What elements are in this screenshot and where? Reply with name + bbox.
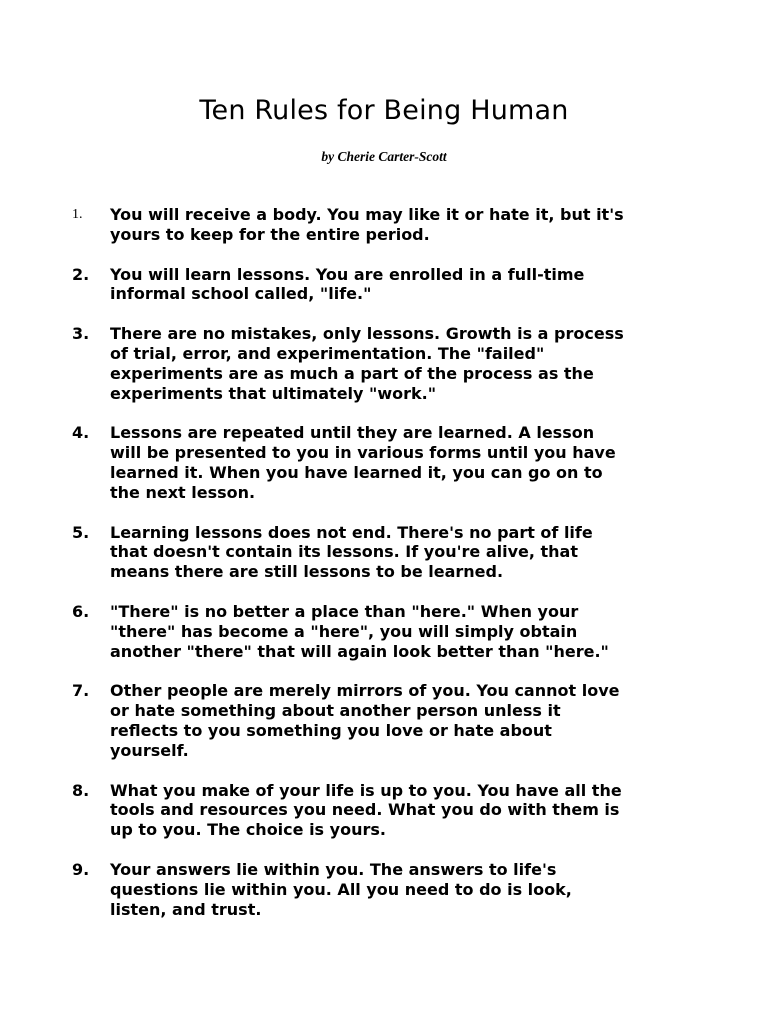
- list-item-number: 8.: [72, 780, 90, 800]
- list-item-number: 3.: [72, 324, 90, 344]
- list-item-number: 6.: [72, 601, 90, 621]
- list-item-text: Lessons are repeated until they are learned. A lesson will be presented to you in various forms until you have learned it. When you have learned it, you can go on to the next lesson.: [110, 423, 616, 502]
- list-item-number: 1.: [72, 207, 83, 222]
- list-item-text: Your answers lie within you. The answers to life's questions lie within you. All you need to do is look, listen, and trust.: [110, 859, 572, 919]
- document-author: by Cherie Carter-Scott: [321, 149, 447, 164]
- rules-list: [0, 205, 768, 939]
- list-item-text: You will receive a body. You may like it or hate it, but it's yours to keep for the entire period.: [110, 205, 624, 244]
- list-item-text: What you make of your life is up to you. You have all the tools and resources you need. What you do with them is up to you. The choice is yours.: [110, 780, 622, 840]
- list-item-text: Other people are merely mirrors of you. You cannot love or hate something about another person unless it reflects to you something you love or hate about yourself.: [110, 681, 620, 760]
- list-item: [0, 523, 768, 582]
- list-item-text: "There" is no better a place than "here." When your "there" has become a "here", you will simply obtain another "there" that will again look better than "here.": [110, 601, 609, 661]
- list-item: [0, 681, 768, 760]
- list-item-number: 7.: [72, 681, 90, 701]
- list-item: [0, 265, 768, 305]
- list-item-number: 2.: [72, 264, 90, 284]
- list-item-number: 5.: [72, 522, 90, 542]
- list-item-number: 9.: [72, 859, 90, 879]
- list-item-text: You will learn lessons. You are enrolled in a full-time informal school called, "life.": [110, 264, 585, 304]
- list-item-number: 4.: [72, 423, 90, 443]
- list-item: [0, 860, 768, 919]
- list-item: [0, 205, 768, 245]
- list-item: [0, 324, 768, 403]
- list-item: [0, 602, 768, 661]
- list-item-text: There are no mistakes, only lessons. Growth is a process of trial, error, and experimentation. The "failed" experiments are as much a part of the process as the experiments that ultimately "work.": [110, 324, 624, 403]
- list-item-text: Learning lessons does not end. There's no part of life that doesn't contain its lessons. If you're alive, that means there are still lessons to be learned.: [110, 522, 593, 582]
- list-item: [0, 423, 768, 502]
- document-title: Ten Rules for Being Human: [199, 95, 569, 126]
- list-item: [0, 781, 768, 840]
